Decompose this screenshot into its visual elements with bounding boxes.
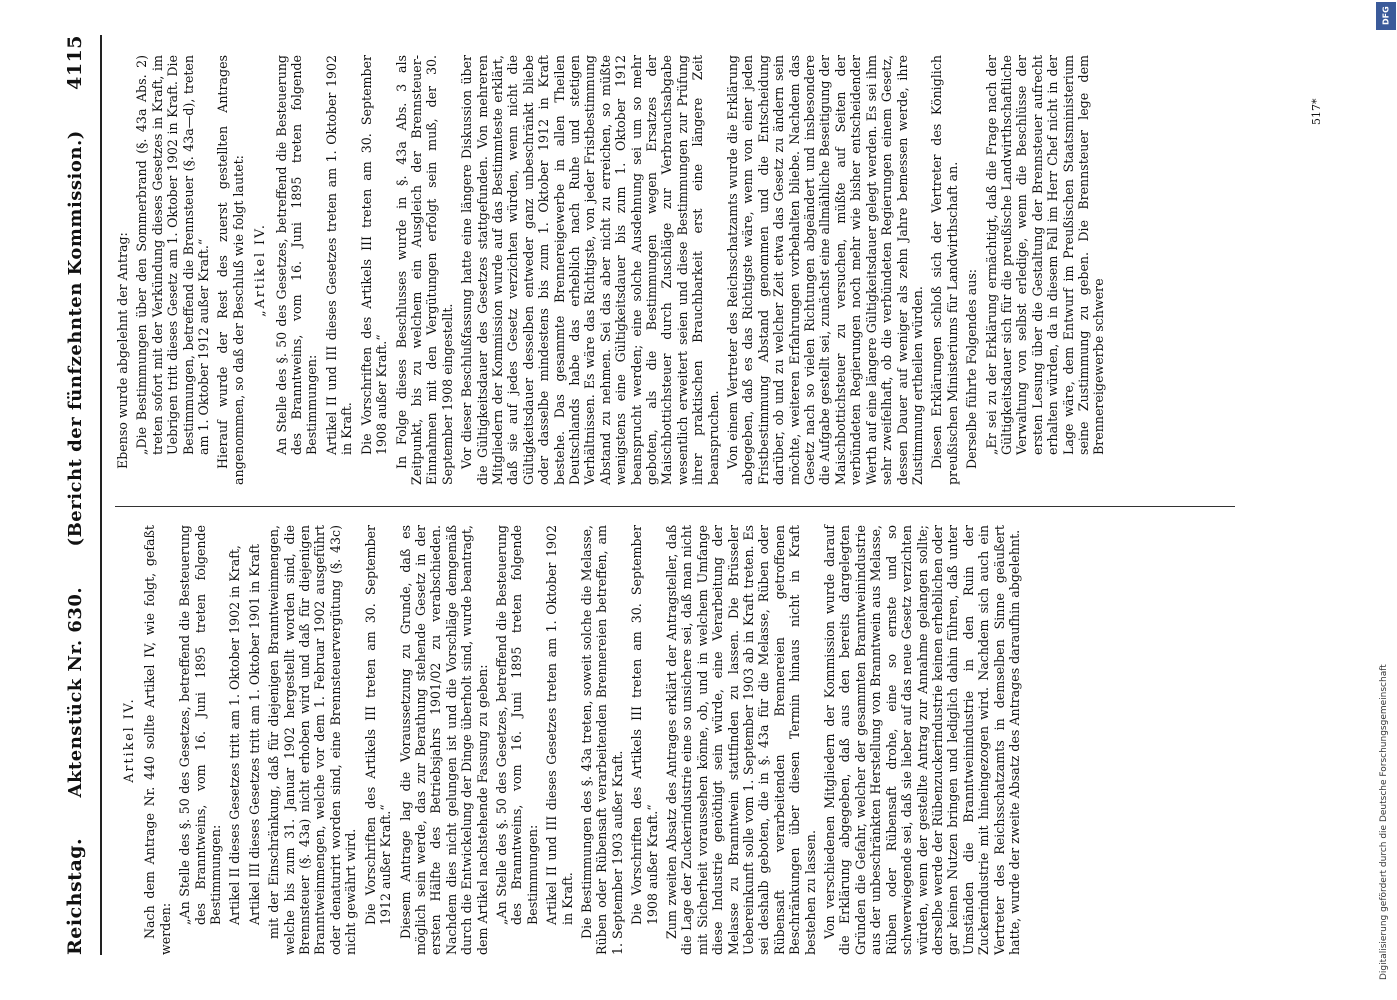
paragraph: Von einem Vertreter des Reichsschatzamts wurde die Erklärung abgegeben, daß es das Richtigste wäre, wenn von einer jeden Fristbestimmung Abstand genommen und die Entscheidung darüber, ob und zu welcher Zeit etwa das Gesetz zu ändern sein möchte, weiteren Erfahrungen vorbehalten bliebe. Nachdem das Gesetz nach so vielen Richtungen abgeändert und insbesondere die Aufgabe gestellt sei, zunächst eine allmähliche Beseitigung der Maischbottichsteuer zu versuchen, müßte auf Seiten der verbündeten Regierungen noch mehr wie bisher entscheidender Werth auf eine längere Gültigkeitsdauer gelegt werden. Es sei ihm sehr zweifelhaft, ob die verbündeten Regierungen einem Gesetz, dessen Dauer auf weniger als zehn Jahre bemessen werde, ihre Zustimmung ertheilen würden. [725, 55, 925, 485]
quote: Die Vorschriften des Artikels III treten am 30. September 1908 außer Kraft.“ [358, 55, 390, 455]
header-rule [100, 35, 102, 955]
page-number: 4115 [64, 35, 86, 90]
quote: Die Vorschriften des Artikels III treten am 30. September 1912 außer Kraft.“ [362, 525, 394, 925]
quote: „An Stelle des §. 50 des Gesetzes, betreffend die Besteuerung des Branntweins, vom 16. Juni 1895 treten folgende Bestimmungen: [177, 525, 224, 925]
quote: „An Stelle des §. 50 des Gesetzes, betreffend die Besteuerung des Branntweins, vom 16. Juni 1895 treten folgende Bestimmungen: [493, 525, 540, 925]
header-center: Aktenstück Nr. 630. [64, 586, 86, 798]
paragraph: Ebenso wurde abgelehnt der Antrag: [115, 232, 130, 469]
paragraph: Diesem Antrage lag die Voraussetzung zu Grunde, daß es möglich sein werde, das zur Berathung stehende Gesetz in der ersten Hälfte des Betriebsjahrs 1901/02 zu verabschieden. Nachdem dies nicht gelungen ist und die Vorschläge demgemäß durch die Entwickelung der Dinge überholt sind, wurde beantragt, dem Artikel nachstehende Fassung zu geben: [397, 525, 490, 955]
header-left: Reichstag. [64, 837, 86, 955]
quote: Artikel II und III dieses Gesetzes treten am 1. Oktober 1902 in Kraft. [323, 55, 355, 455]
page-header [60, 35, 90, 955]
dfg-logo: DFG [1376, 2, 1396, 30]
paragraph: Von verschiedenen Mitgliedern der Kommission wurde darauf die Erklärung abgegeben, daß aus den bereits dargelegten Gründen die Gefahr, welcher der gesammten Branntweinindustrie aus der unbeschränkten Herstellung von Branntwein aus Melasse, Rüben oder Rübensaft drohe, eine so ernste und so schwerwiegende sei, daß sie lieber auf das neue Gesetz verzichten würden, wenn der gestellte Antrag zur Annahme gelangen sollte; derselbe werde der Rübenzuckerindustrie keinen erheblichen oder gar keinen Nutzen bringen und lediglich dahin führen, daß unter Umständen die Branntweinindustrie in den Ruin der Zuckerindustrie mit hineingezogen wird. Nachdem sich auch ein Vertreter des Reichsschatzamts in demselben Sinne geäußert hatte, wurde der zweite Absatz des Antrages daraufhin abgelehnt. [822, 525, 1022, 955]
page-footer: 517* [1310, 98, 1323, 125]
paragraph: mit der Einschränkung, daß für diejenigen Branntweinmengen, welche bis zum 31. Januar 1902 hergestellt worden sind, die Brennsteuer (§. 43a) nicht erhoben wird und daß für diejenigen Branntweinmengen, welche vor dem 1. Februar 1902 ausgeführt oder denaturirt worden sind, eine Brennsteuervergütung (§. 43c) nicht gewährt wird. [266, 525, 359, 955]
quote: Artikel II dieses Gesetzes tritt am 1. Oktober 1902 in Kraft, [227, 545, 243, 925]
paragraph: Zum zweiten Absatz des Antrages erklärt der Antragsteller, daß die Lage der Zuckerindustrie eine so unsichere sei, daß man nicht mit Sicherheit voraussehen könne, ob, und in welchem Umfange diese Industrie genöthigt sein würde, eine Verarbeitung der Melasse zu Branntwein stattfinden zu lassen. Die Brüsseler Uebereinkunft solle vom 1. September 1903 ab in Kraft treten. Es sei deshalb geboten, die in §. 43a für die Melasse, Rüben oder Rübensaft verarbeitenden Brennereien getroffenen Beschränkungen über diesen Termin hinaus nicht in Kraft bestehen zu lassen. [664, 525, 818, 955]
left-column [115, 525, 1026, 955]
funding-note: Digitalisierung gefördert durch die Deutsche Forschungsgemeinschaft [1379, 664, 1389, 980]
quote: „Die Bestimmungen über den Sommerbrand (§. 43a Abs. 2) treten sofort mit der Verkündung dieses Gesetzes in Kraft, im Uebrigen tritt dieses Gesetz am 1. Oktober 1902 in Kraft. Die Bestimmungen, betreffend die Brennsteuer (§. 43a—d), treten am 1. Oktober 1912 außer Kraft.“ [134, 55, 212, 455]
column-divider [115, 506, 1235, 507]
article-heading: „Artikel IV. [252, 223, 268, 317]
paragraph: Derselbe führte Folgendes aus: [964, 268, 980, 469]
article-heading: Artikel IV. [121, 697, 136, 783]
paragraph: Die Bestimmungen des §. 43a treten, soweit solche die Melasse, Rüben oder Rübensaft verarbeitenden Brennereien betreffen, am 1. September 1903 außer Kraft. [578, 525, 625, 955]
paragraph: Hierauf wurde der Rest des zuerst gestellten Antrages angenommen, so daß der Beschluß wie folgt lautet: [215, 55, 246, 485]
quote: An Stelle des §. 50 des Gesetzes, betreffend die Besteuerung des Branntweins, vom 16. Juni 1895 treten folgende Bestimmungen: [273, 55, 320, 455]
paragraph: Vor dieser Beschlußfassung hatte eine längere Diskussion über die Gültigkeitsdauer des Gesetzes stattgefunden. Von mehreren Mitgliedern der Kommission wurde auf das Bestimmteste erklärt, daß sie auf jedes Gesetz verzichten würden, wenn nicht die Gültigkeitsdauer desselben entweder ganz unbeschränkt bliebe oder dasselbe mindestens bis zum 1. Oktober 1912 in Kraft bestehe. Das gesammte Brennereigewerbe in allen Theilen Deutschlands habe das erheblich nach Ruhe und stetigen Verhältnissen. Es wäre das Richtigste, von jeder Fristbestimmung Abstand zu nehmen. Sei das aber nicht zu erreichen, so müßte wenigstens eine Gültigkeitsdauer bis zum 1. Oktober 1912 beansprucht werden; eine solche Ausdehnung sei um so mehr geboten, als die Bestimmungen wegen Ersatzes der Maischbottichsteuer durch Zuschläge zur Verbrauchsabgabe wesentlich erweitert seien und diese Bestimmungen zur Prüfung ihrer praktischen Brauchbarkeit erst eine längere Zeit beanspruchen. [459, 55, 721, 485]
document-page [20, 15, 1360, 985]
paragraph: Diesen Erklärungen schloß sich der Vertreter des Königlich preußischen Ministeriums für Landwirthschaft an. [929, 55, 960, 485]
header-subtitle: (Bericht der fünfzehnten Kommission.) [64, 130, 86, 547]
right-column [115, 55, 1111, 485]
quote: Die Vorschriften des Artikels III treten am 30. September 1908 außer Kraft.“ [629, 525, 660, 925]
paragraph: In Folge dieses Beschlusses wurde in §. 43a Abs. 3 als Zeitpunkt, bis zu welchem ein Ausgleich der Brennsteuer-Einnahmen mit den Vergütungen erfolgt sein muß, der 30. September 1908 eingestellt. [393, 55, 455, 485]
quote: Artikel III dieses Gesetzes tritt am 1. Oktober 1901 in Kraft [246, 544, 262, 925]
paragraph: Nach dem Antrage Nr. 440 sollte Artikel IV, wie folgt, gefaßt werden: [142, 525, 173, 955]
quote: Artikel II und III dieses Gesetzes treten am 1. Oktober 1902 in Kraft. [544, 525, 575, 925]
quote: „Er sei zu der Erklärung ermächtigt, daß die Frage nach der Gültigkeitsdauer sich für die preußische Landwirthschaftliche Verwaltung von selbst erledige, wenn die Beschlüsse der ersten Lesung über die Gestaltung der Brennsteuer aufrecht erhalten würden, da in diesem Fall im Herr Chef nicht in der Lage wäre, dem Entwurf im Preußischen Staatsministerium seine Zustimmung zu geben. Die Brennsteuer lege dem Brennereigewerbe schwere [983, 55, 1107, 455]
